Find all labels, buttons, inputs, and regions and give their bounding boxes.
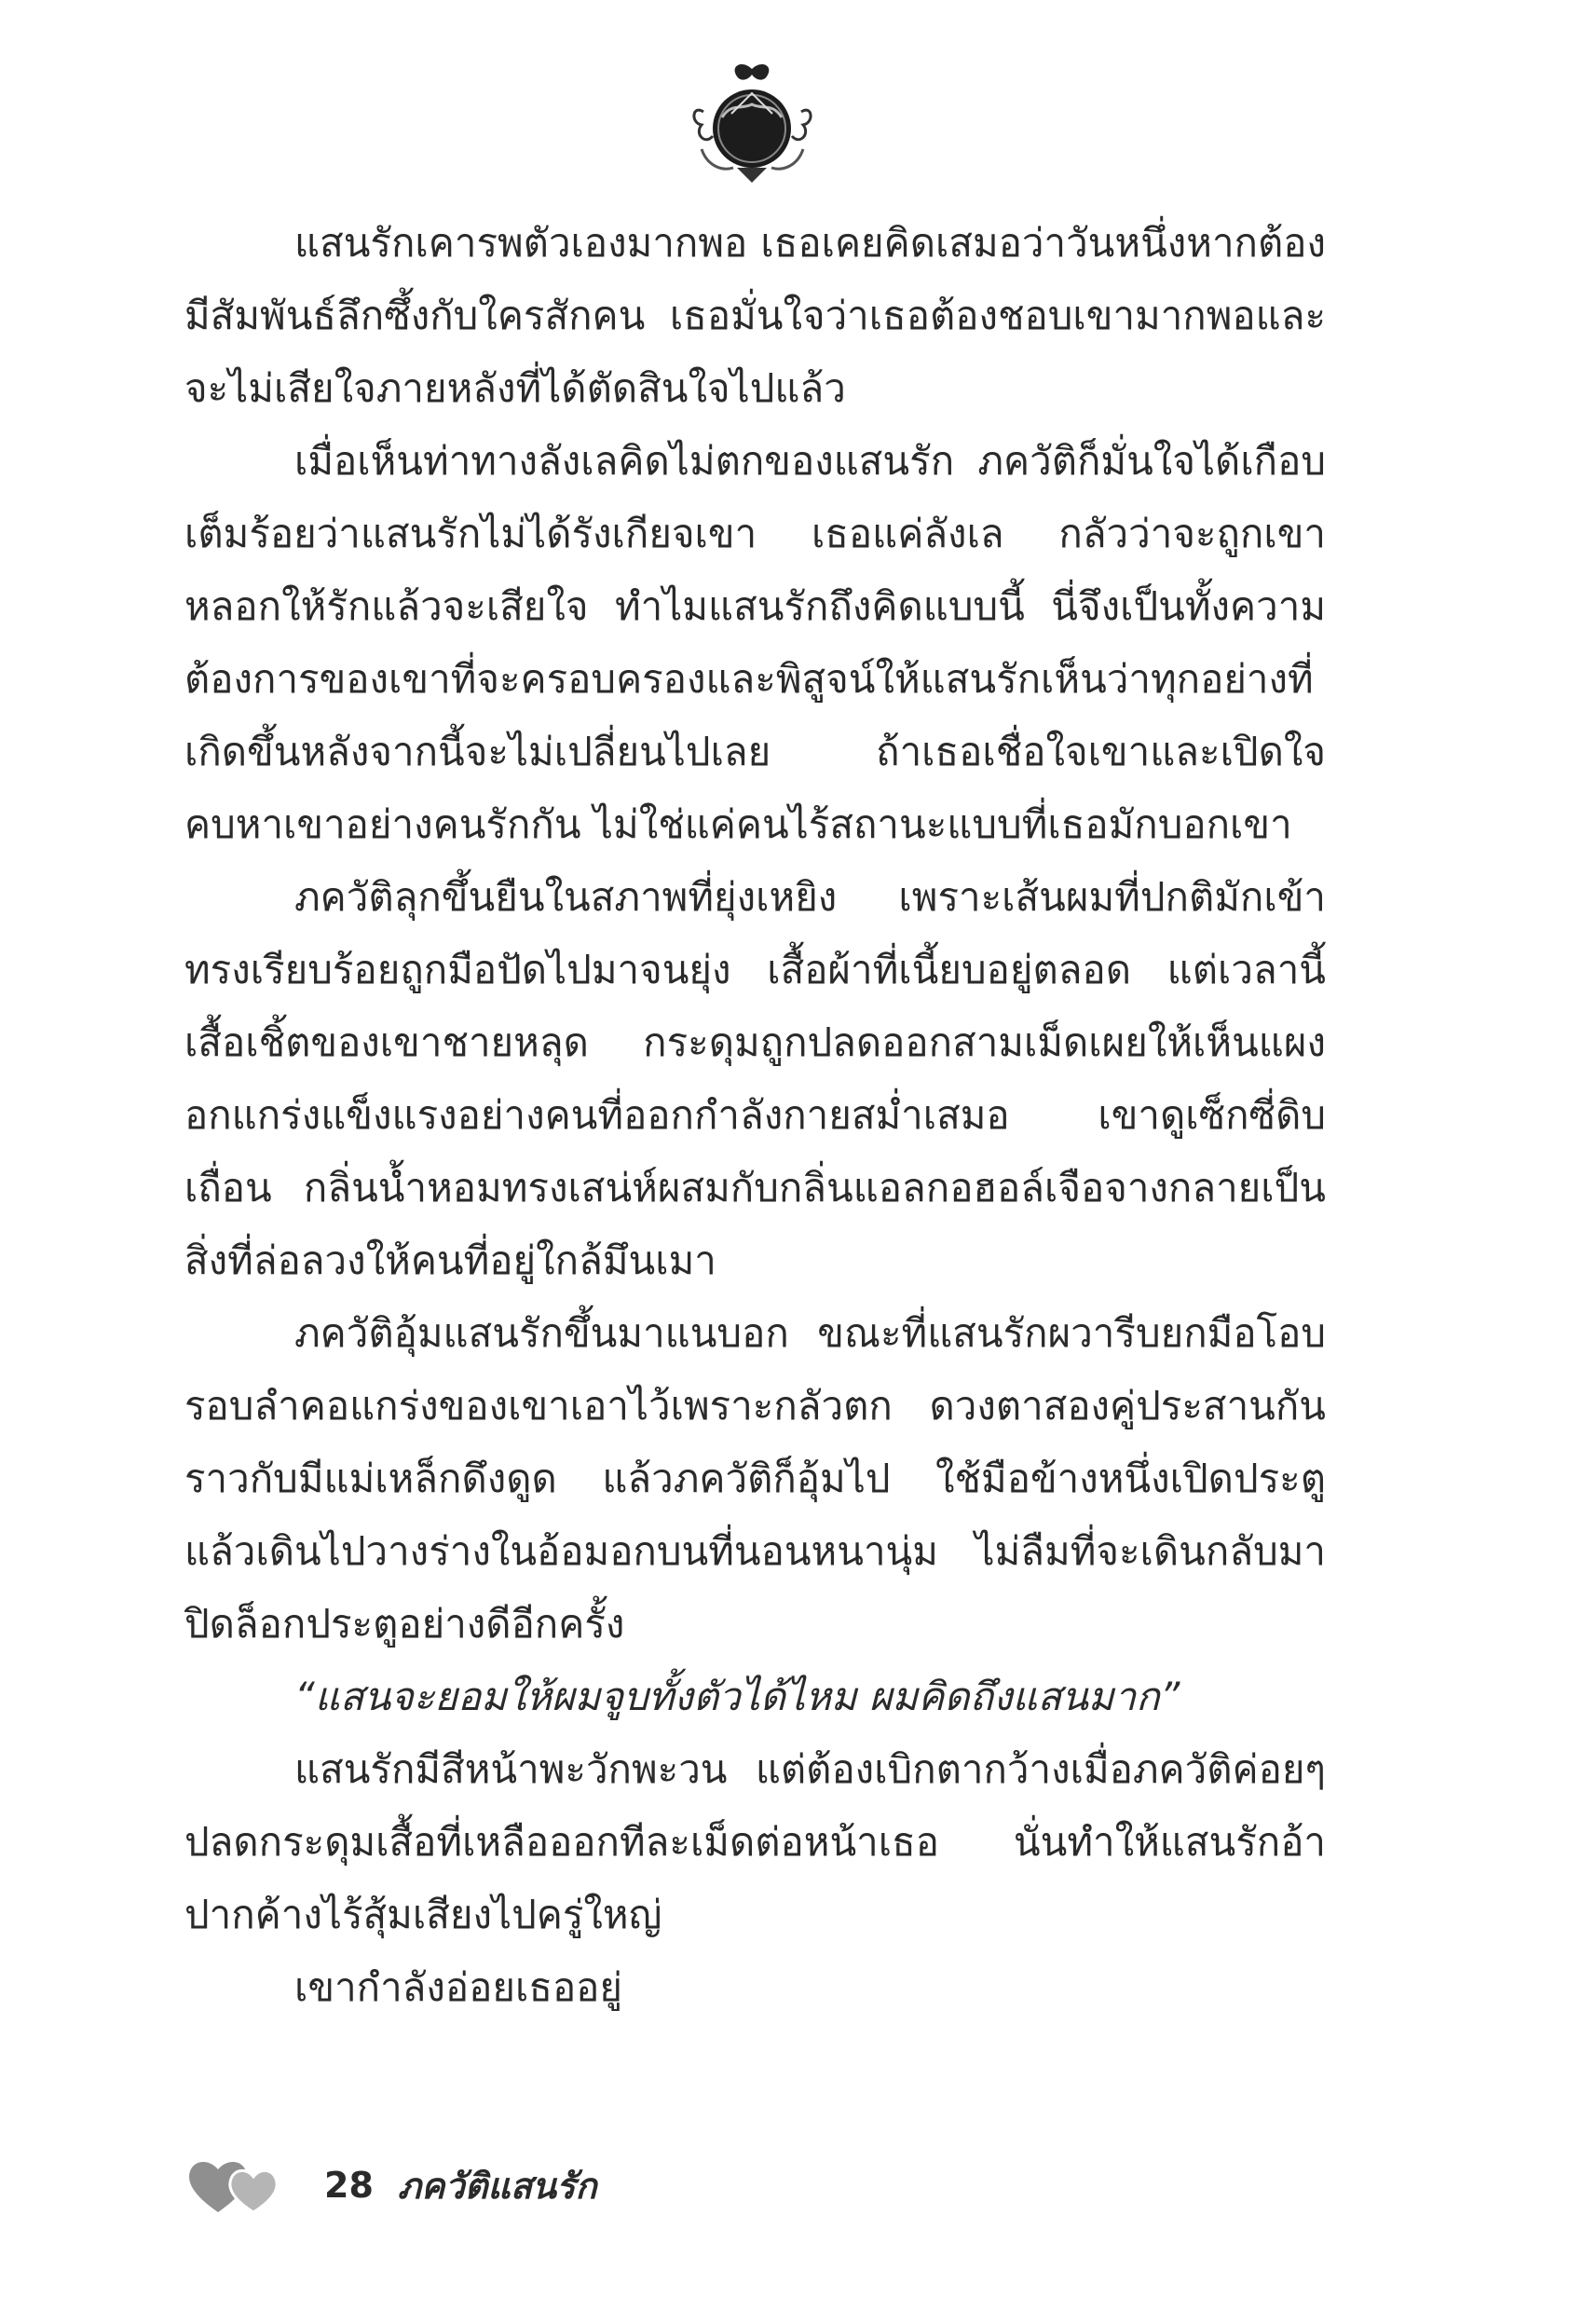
book-title: ภควัติแสนรัก [397,2165,597,2207]
page-number: 28 [324,2165,374,2206]
body-text [184,207,1326,2061]
paragraph: แสนรักเคารพตัวเองมากพอ เธอเคยคิดเสมอว่าวันหนึ่งหากต้องมีสัมพันธ์ลึกซึ้งกับใครสักคน เธอมั่นใจว่าเธอต้องชอบเขามากพอและจะไม่เสียใจภายหลังที่ได้ตัดสินใจไปแล้ว [184,220,1326,411]
paragraph: เขากำลังอ่อยเธออยู่ [294,1964,623,2010]
publisher-logo-emblem-icon [685,56,820,191]
dialogue-line: “แสนจะยอมให้ผมจูบทั้งตัวได้ไหม ผมคิดถึงแสนมาก” [294,1674,1180,1719]
publisher-logo [685,56,820,191]
paragraph: เมื่อเห็นท่าทางลังเลคิดไม่ตกของแสนรัก ภควัติก็มั่นใจได้เกือบเต็มร้อยว่าแสนรักไม่ได้รังเกียจเขา เธอแค่ลังเล กลัวว่าจะถูกเขาหลอกให้รักแล้วจะเสียใจ ทำไมแสนรักถึงคิดแบบนี้ นี่จึงเป็นทั้งความต้องการของเขาที่จะครอบครองและพิสูจน์ให้แสนรักเห็นว่าทุกอย่างที่เกิดขึ้นหลังจากนี้จะไม่เปลี่ยนไปเลย ถ้าเธอเชื่อใจเขาและเปิดใจคบหาเขาอย่างคนรักกัน ไม่ใช่แค่คนไร้สถานะแบบที่เธอมักบอกเขา [184,438,1326,847]
paragraph: แสนรักมีสีหน้าพะวักพะวน แต่ต้องเบิกตากว้างเมื่อภควัติค่อยๆ ปลดกระดุมเสื้อที่เหลือออกทีละเม็ดต่อหน้าเธอ นั่นทำให้แสนรักอ้าปากค้างไร้สุ้มเสียงไปครู่ใหญ่ [184,1746,1326,1937]
paragraph: ภควัติอุ้มแสนรักขึ้นมาแนบอก ขณะที่แสนรักผวารีบยกมือโอบรอบลำคอแกร่งของเขาเอาไว้เพราะกลัวตก ดวงตาสองคู่ประสานกันราวกับมีแม่เหล็กดึงดูด แล้วภควัติก็อุ้มไป ใช้มือข้างหนึ่งเปิดประตูแล้วเดินไปวางร่างในอ้อมอกบนที่นอนหนานุ่ม ไม่ลืมที่จะเดินกลับมาปิดล็อกประตูอย่างดีอีกครั้ง [184,1310,1326,1647]
page-footer [184,2143,930,2227]
paragraph: ภควัติลุกขึ้นยืนในสภาพที่ยุ่งเหยิง เพราะเส้นผมที่ปกติมักเข้าทรงเรียบร้อยถูกมือปัดไปมาจนยุ่ง เสื้อผ้าที่เนี้ยบอยู่ตลอด แต่เวลานี้เสื้อเชิ้ตของเขาชายหลุด กระดุมถูกปลดออกสามเม็ดเผยให้เห็นแผงอกแกร่งแข็งแรงอย่างคนที่ออกกำลังกายสม่ำเสมอ เขาดูเซ็กซี่ดิบเถื่อน กลิ่นน้ำหอมทรงเสน่ห์ผสมกับกลิ่นแอลกอฮอล์เจือจางกลายเป็นสิ่งที่ล่อลวงให้คนที่อยู่ใกล้มึนเมา [184,874,1326,1283]
hearts-icon [184,2153,289,2218]
